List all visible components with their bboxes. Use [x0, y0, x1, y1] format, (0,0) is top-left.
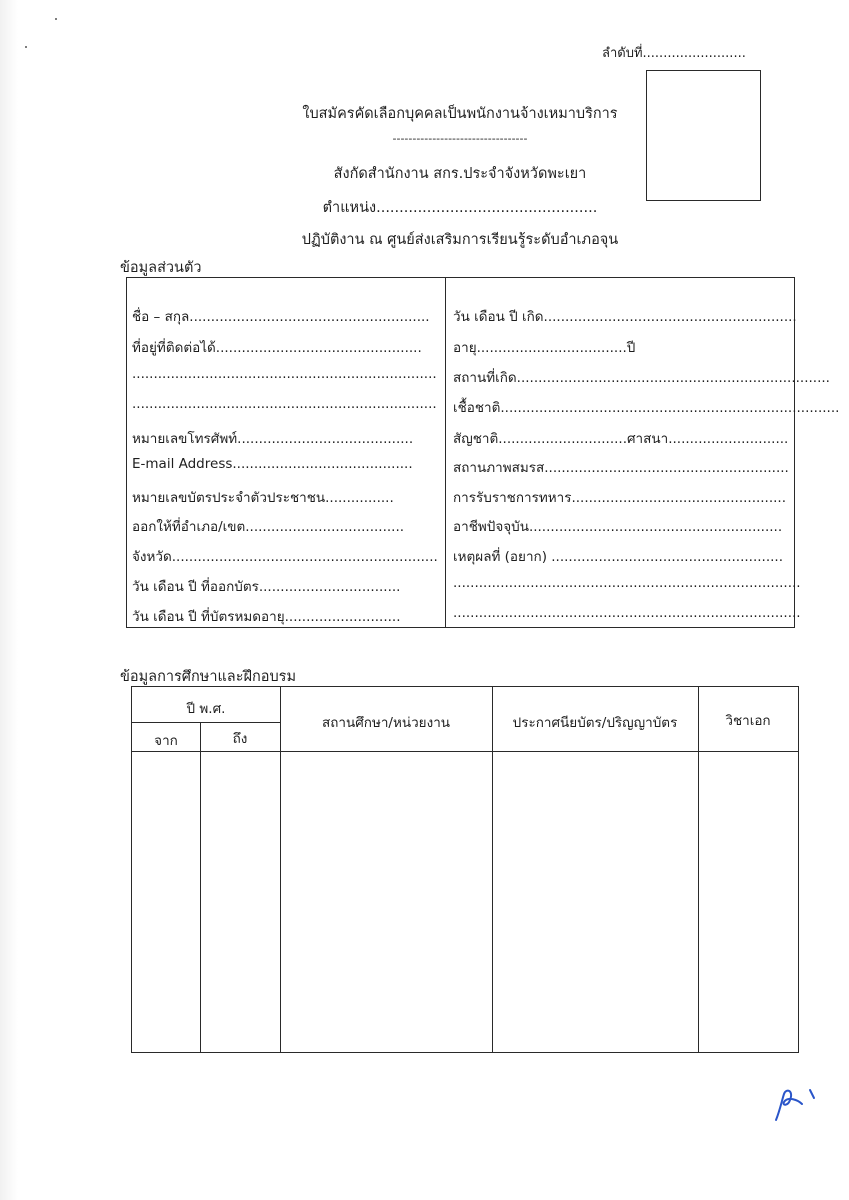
marital-status-field[interactable]: สถานภาพสมรส......................................................... — [453, 460, 789, 476]
expiry-date-field[interactable]: วัน เดือน ปี ที่บัตรหมดอายุ........................... — [132, 609, 401, 625]
header-split-line — [132, 722, 280, 723]
certificate-header: ประกาศนียบัตร/ปริญญาบัตร — [512, 715, 678, 731]
position-field[interactable]: ตำแหน่ง................................................ — [322, 200, 598, 216]
province-field[interactable]: จังหวัด.............................................................. — [132, 549, 438, 565]
name-field[interactable]: ชื่อ – สกุล........................................................ — [132, 309, 430, 325]
issue-date-field[interactable]: วัน เดือน ปี ที่ออกบัตร................................. — [132, 579, 401, 595]
institution-header: สถานศึกษา/หน่วยงาน — [321, 715, 450, 731]
address-line-3[interactable]: ....................................................................... — [132, 396, 437, 412]
ethnicity-field[interactable]: เชื้อชาติ............................................................................... — [453, 400, 840, 416]
education-section-title: ข้อมูลการศึกษาและฝึกอบรม — [120, 669, 297, 685]
military-service-field[interactable]: การรับราชการทหาร.................................................. — [453, 490, 787, 506]
order-number-field[interactable]: ลำดับที่......................... — [602, 46, 746, 61]
column-line — [492, 687, 493, 1052]
form-title: ใบสมัครคัดเลือกบุคคลเป็นพนักงานจ้างเหมาบริการ — [302, 106, 618, 122]
major-header: วิชาเอก — [725, 713, 771, 729]
scan-speck — [55, 18, 57, 20]
column-line — [280, 687, 281, 1052]
affiliation-line: สังกัดสำนักงาน สกร.ประจำจังหวัดพะเยา — [333, 166, 587, 182]
birthplace-field[interactable]: สถานที่เกิด......................................................................... — [453, 370, 830, 386]
issued-district-field[interactable]: ออกให้ที่อำเภอ/เขต..................................... — [132, 519, 405, 535]
to-header: ถึง — [232, 731, 248, 747]
reason-line-3[interactable]: ................................................................................. — [453, 605, 801, 621]
workplace-line: ปฏิบัติงาน ณ ศูนย์ส่งเสริมการเรียนรู้ระดับอำเภอจุน — [301, 232, 619, 248]
nationality-religion-field[interactable]: สัญชาติ..............................ศาสนา............................ — [453, 431, 789, 447]
address-field[interactable]: ที่อยู่ที่ติดต่อได้................................................ — [132, 340, 422, 356]
scan-speck — [25, 46, 27, 48]
occupation-field[interactable]: อาชีพปัจจุบัน........................................................... — [453, 519, 783, 535]
header-bottom-line — [132, 751, 798, 752]
reason-field[interactable]: เหตุผลที่ (อยาก) ...................................................... — [453, 549, 783, 565]
column-line — [200, 722, 201, 1052]
from-header: จาก — [154, 733, 178, 749]
email-field[interactable]: E-mail Address.......................................... — [132, 456, 413, 472]
personal-info-box — [126, 277, 840, 628]
reason-line-2[interactable]: ................................................................................. — [453, 575, 801, 591]
birth-date-field[interactable]: วัน เดือน ปี เกิด........................................................... — [453, 309, 797, 325]
age-field[interactable]: อายุ...................................ปี — [453, 340, 636, 356]
handwritten-initials-mark — [770, 1082, 820, 1127]
column-line — [698, 687, 699, 1052]
personal-section-title: ข้อมูลส่วนตัว — [120, 260, 202, 276]
year-header: ปี พ.ศ. — [186, 701, 226, 717]
scan-edge-shadow — [0, 0, 18, 1200]
title-separator: ---------------------------------- — [392, 132, 528, 145]
column-divider — [445, 278, 446, 627]
phone-field[interactable]: หมายเลขโทรศัพท์......................................... — [132, 431, 414, 447]
address-line-2[interactable]: ....................................................................... — [132, 366, 437, 382]
id-card-field[interactable]: หมายเลขบัตรประจำตัวประชาชน................ — [132, 490, 394, 506]
education-table — [131, 686, 799, 1053]
